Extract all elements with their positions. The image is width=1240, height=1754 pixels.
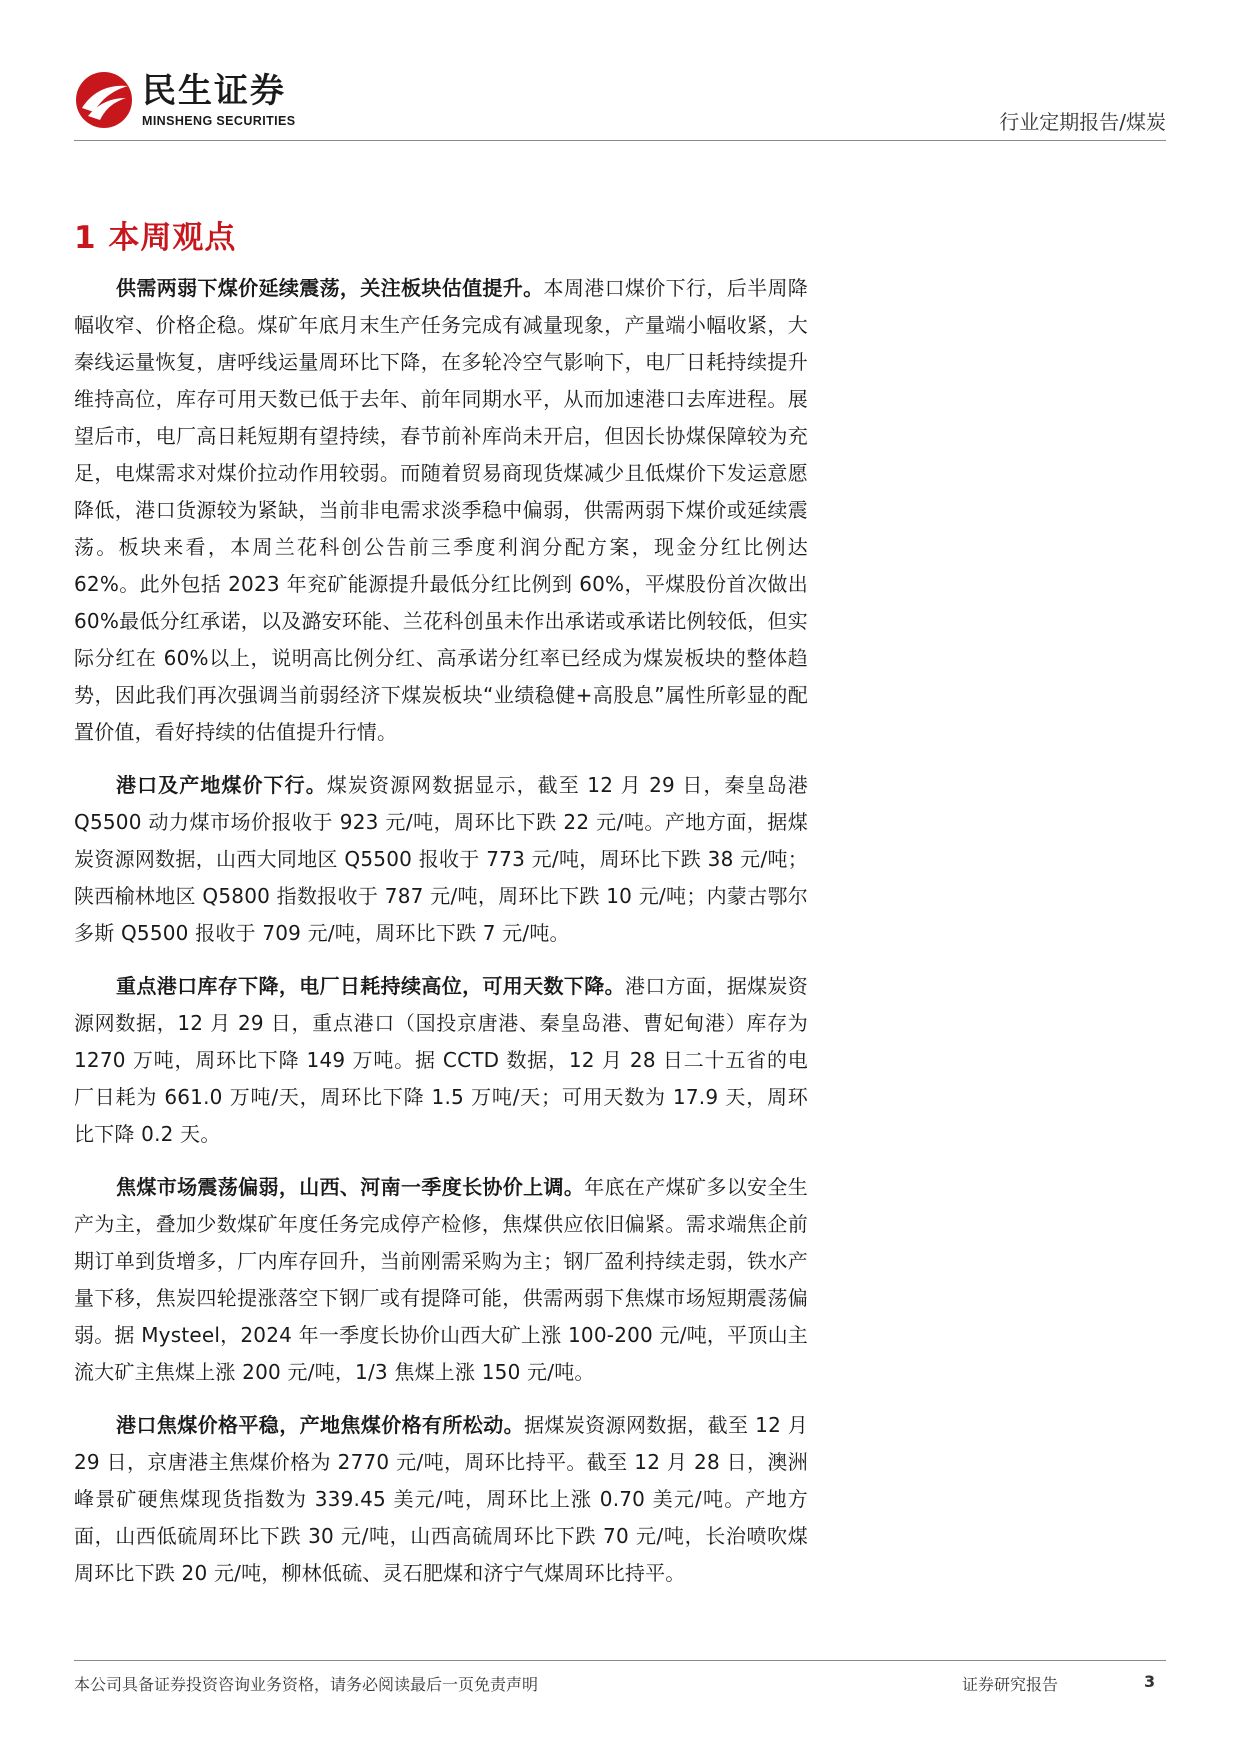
main-content [74, 270, 808, 1608]
paragraph-lead: 重点港口库存下降，电厂日耗持续高位，可用天数下降。 [116, 974, 625, 998]
header-divider [74, 140, 1166, 141]
section-title: 1 本周观点 [74, 220, 237, 256]
footer-doc-type: 证券研究报告 [962, 1675, 1059, 1694]
paragraph-text: 煤炭资源网数据显示，截至 12 月 29 日，秦皇岛港 Q5500 动力煤市场价报收于 923 元/吨，周环比下跌 22 元/吨。产地方面，据煤炭资源网数据，山西大同地区 Q5500 报收于 773 元/吨，周环比下跌 38 元/吨；陕西榆林地区 Q5800 指数报收于 787 元/吨，周环比下跌 10 元/吨；内蒙古鄂尔多斯 Q5500 报收于 709 元/吨，周环比下跌 7 元/吨。 [74, 773, 809, 945]
paragraph [74, 1169, 808, 1391]
brand-name-en: MINSHENG SECURITIES [142, 114, 296, 128]
paragraph-text: 本周港口煤价下行，后半周降幅收窄、价格企稳。煤矿年底月末生产任务完成有减量现象，产量端小幅收紧，大秦线运量恢复，唐呼线运量周环比下降，在多轮冷空气影响下，电厂日耗持续提升维持高位，库存可用天数已低于去年、前年同期水平，从而加速港口去库进程。展望后市，电厂高日耗短期有望持续，春节前补库尚未开启，但因长协煤保障较为充足，电煤需求对煤价拉动作用较弱。而随着贸易商现货煤减少且低煤价下发运意愿降低，港口货源较为紧缺，当前非电需求淡季稳中偏弱，供需两弱下煤价或延续震荡。板块来看，本周兰花科创公告前三季度利润分配方案，现金分红比例达 62%。此外包括 2023 年兖矿能源提升最低分红比例到 60%，平煤股份首次做出 60%最低分红承诺，以及潞安环能、兰花科创虽未作出承诺或承诺比例较低，但实际分红在 60%以上，说明高比例分红、高承诺分红率已经成为煤炭板块的整体趋势，因此我们再次强调当前弱经济下煤炭板块“业绩稳健+高股息”属性所彰显的配置价值，看好持续的估值提升行情。 [74, 276, 809, 744]
paragraph-text: 港口方面，据煤炭资源网数据，12 月 29 日，重点港口（国投京唐港、秦皇岛港、曹妃甸港）库存为 1270 万吨，周环比下降 149 万吨。据 CCTD 数据，12 月 28 日二十五省的电厂日耗为 661.0 万吨/天，周环比下降 1.5 万吨/天；可用天数为 17.9 天，周环比下降 0.2 天。 [74, 974, 808, 1146]
page-number: 3 [1144, 1672, 1156, 1691]
paragraph [74, 968, 808, 1153]
paragraph-lead: 港口焦煤价格平稳，产地焦煤价格有所松动。 [116, 1413, 525, 1437]
report-type: 行业定期报告/煤炭 [999, 110, 1166, 134]
minsheng-logo-icon [74, 70, 134, 130]
paragraph-lead: 供需两弱下煤价延续震荡，关注板块估值提升。 [116, 276, 544, 300]
paragraph [74, 270, 808, 751]
footer-disclaimer: 本公司具备证券投资咨询业务资格，请务必阅读最后一页免责声明 [74, 1675, 539, 1694]
paragraph [74, 767, 808, 952]
page-header [0, 0, 1240, 150]
brand-name-cn: 民生证券 [142, 71, 286, 111]
paragraph-text: 年底在产煤矿多以安全生产为主，叠加少数煤矿年度任务完成停产检修，焦煤供应依旧偏紧。需求端焦企前期订单到货增多，厂内库存回升，当前刚需采购为主；钢厂盈利持续走弱，铁水产量下移，焦炭四轮提涨落空下钢厂或有提降可能，供需两弱下焦煤市场短期震荡偏弱。据 Mysteel，2024 年一季度长协价山西大矿上涨 100-200 元/吨，平顶山主流大矿主焦煤上涨 200 元/吨，1/3 焦煤上涨 150 元/吨。 [74, 1175, 808, 1384]
paragraph [74, 1407, 808, 1592]
paragraph-text: 据煤炭资源网数据，截至 12 月 29 日，京唐港主焦煤价格为 2770 元/吨，周环比持平。截至 12 月 28 日，澳洲峰景矿硬焦煤现货指数为 339.45 美元/吨，周环比上涨 0.70 美元/吨。产地方面，山西低硫周环比下跌 30 元/吨，山西高硫周环比下跌 70 元/吨，长治喷吹煤周环比下跌 20 元/吨，柳林低硫、灵石肥煤和济宁气煤周环比持平。 [74, 1413, 808, 1585]
paragraph-lead: 港口及产地煤价下行。 [116, 773, 327, 797]
paragraph-lead: 焦煤市场震荡偏弱，山西、河南一季度长协价上调。 [116, 1175, 585, 1199]
footer-divider [74, 1660, 1166, 1661]
